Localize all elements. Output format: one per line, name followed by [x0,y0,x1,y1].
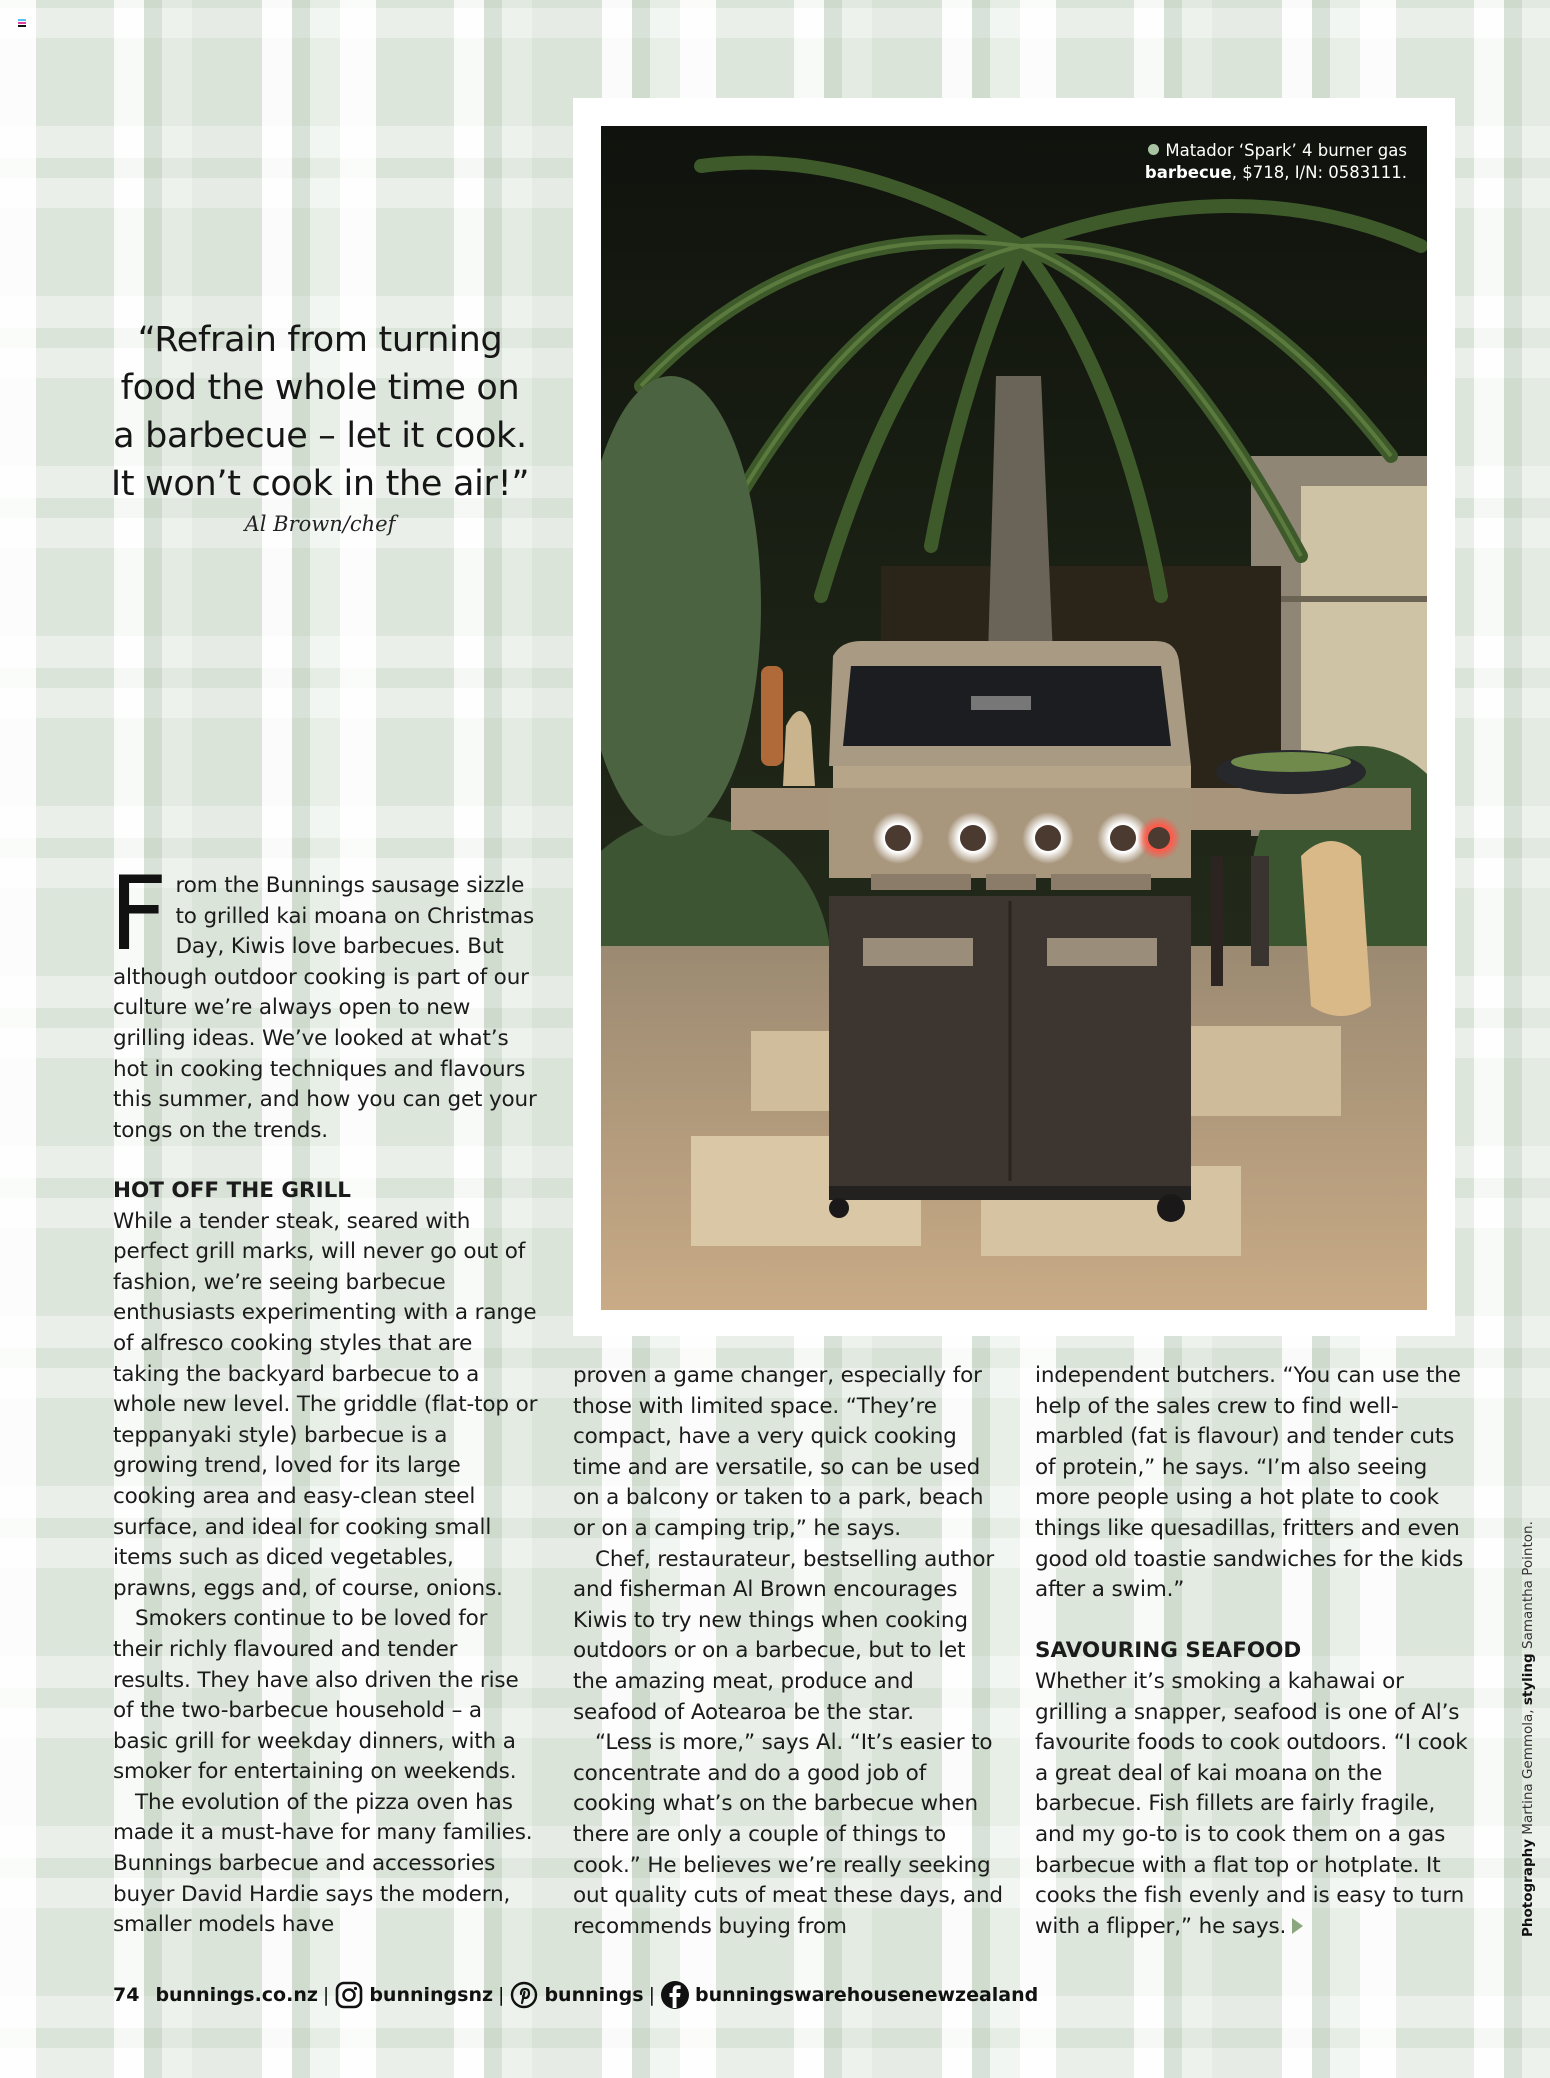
drop-cap: F [109,855,168,974]
pull-quote-text [90,316,550,508]
credit-stylist: Samantha Pointon. [1520,1521,1536,1654]
page-number: 74 [113,1984,140,2006]
caption-line-1: Matador ‘Spark’ 4 burner gas [1165,141,1407,160]
caption-product-name: barbecue [1144,163,1232,182]
separator: | [322,1984,330,2006]
pull-quote-line: food the whole time on [120,368,520,408]
credit-photographer: Martina Gemmola, [1520,1705,1536,1839]
page-footer [113,1980,1038,2010]
bbq-photo-illustration [601,126,1427,1310]
instagram-link[interactable]: bunningsnz [369,1984,494,2006]
paragraph: Smokers continue to be loved for their richly flavoured and tender results. They have also driven the rise of the two-barbecue household – a basic grill for weekday dinners, with a smoker for entertaining on weekends. [113,1606,519,1785]
section-heading-savouring-seafood: SAVOURING SEAFOOD [1035,1638,1302,1664]
article-column-2 [573,1361,1003,1942]
paragraph: independent butchers. “You can use the help of the sales crew to find well-marbled (fat is flavour) and tender cuts of protein,” he says. “I’m also seeing more people using a hot plate to cook things like quesadillas, fritters and even good old toastie sandwiches for the kids after a swim.” [1035,1363,1464,1603]
pull-quote-line: “Refrain from turning [137,320,503,360]
paragraph: While a tender steak, seared with perfect grill marks, will never go out of fashion, we’re seeing barbecue enthusiasts experimenting with a range of alfresco cooking styles that are taking the backyard barbecue to a whole new level. The griddle (flat-top or teppanyaki style) barbecue is a growing trend, loved for its large cooking area and easy-clean steel surface, and ideal for cooking small items such as diced vegetables, prawns, eggs and, of course, onions. [113,1208,538,1601]
paragraph [1035,1667,1475,1942]
paragraph: proven a game changer, especially for those with limited space. “They’re compact, have a very quick cooking time and are versatile, so can be used on a balcony or taken to a park, beach or on a camping trip,” he says. [573,1363,984,1541]
paragraph-text: Whether it’s smoking a kahawai or grilling a snapper, seafood is one of Al’s favourite foods to cook outdoors. “I cook a great deal of kai moana on the barbecue. Fish fillets are fairly fragile, and my go-to is to cook them on a gas barbecue with a flat top or hotplate. It cooks the fish evenly and is easy to turn with a flipper,” he says. [1035,1668,1468,1939]
pull-quote-attribution: Al Brown/chef [244,512,396,536]
caption-price-and-item-number: , $718, I/N: 0583111. [1231,163,1407,182]
article-column-3 [1035,1361,1475,1942]
instagram-icon [334,1980,364,2010]
pull-quote-line: a barbecue – let it cook. [113,416,527,456]
paragraph: The evolution of the pizza oven has made it a must-have for many families. Bunnings barbecue and accessories buyer David Hardie says the modern, smaller models have [113,1789,533,1938]
caption-bullet-icon [1148,144,1159,155]
pull-quote [90,316,550,536]
photo-frame [573,98,1455,1336]
photo-credits [1520,1521,1536,1937]
intro-paragraph: rom the Bunnings sausage sizzle to grilled kai moana on Christmas Day, Kiwis love barbecues. But although outdoor cooking is part of our culture we’re always open to new grilling ideas. We’ve looked at what’s hot in cooking techniques and flavours this summer, and how you can get your tongs on the trends. [113,873,537,1143]
credit-photography-label: Photography [1520,1838,1536,1937]
pinterest-icon [509,1980,539,2010]
pinterest-link[interactable]: bunnings [544,1984,644,2006]
paragraph: “Less is more,” says Al. “It’s easier to concentrate and do a good job of cooking what’s on the barbecue when there are only a couple of things to cook.” He believes we’re really seeking out quality cuts of meat these days, and recommends buying from [573,1730,1003,1939]
credit-styling-label: styling [1520,1653,1536,1706]
separator: | [648,1984,655,2006]
website-link[interactable]: bunnings.co.nz [155,1984,318,2006]
article-column-1 [113,1176,538,1941]
paragraph: Chef, restaurateur, bestselling author and fisherman Al Brown encourages Kiwis to try new things when cooking outdoors or on a barbecue, but to let the amazing meat, produce and seafood of Aotearoa be the star. [573,1546,995,1725]
separator: | [498,1984,505,2006]
section-heading-hot-off-the-grill: HOT OFF THE GRILL [113,1178,351,1203]
bbq-photo [601,126,1427,1310]
facebook-link[interactable]: bunningswarehousenewzealand [695,1984,1039,2006]
print-registration-mark [18,19,26,28]
article-intro [109,855,538,1146]
continue-arrow-icon [1292,1918,1303,1934]
pull-quote-line: It won’t cook in the air!” [110,464,530,504]
facebook-icon [660,1980,690,2010]
photo-caption [1145,140,1407,184]
